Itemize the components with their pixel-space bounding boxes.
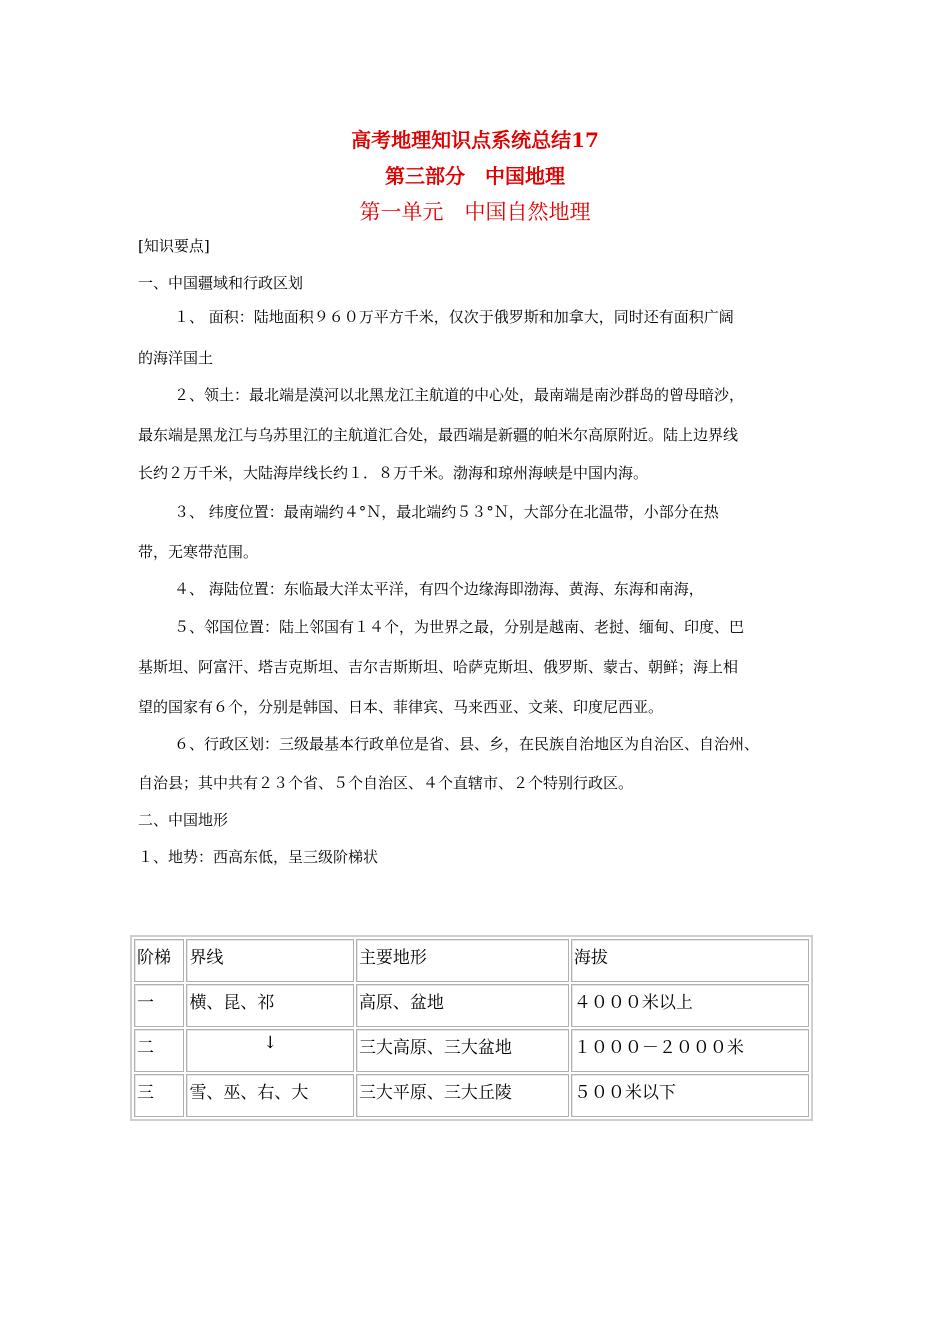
paragraph-territory-line1: ２、领土：最北端是漠河以北黑龙江主航道的中心处，最南端是南沙群岛的曾母暗沙，: [174, 386, 745, 404]
document-title: 高考地理知识点系统总结17: [351, 128, 599, 152]
table-cell: 雪、巫、右、大: [186, 1074, 354, 1117]
table-cell-arrow: ↓: [186, 1029, 354, 1072]
section-heading-territory: 一、中国疆域和行政区划: [138, 274, 304, 292]
table-row: [134, 1074, 809, 1117]
paragraph-latitude-line1: ３、 纬度位置：最南端约４°Ｎ，最北端约５３°Ｎ，大部分在北温带，小部分在热: [174, 503, 719, 521]
paragraph-admin-line1: ６、行政区划：三级最基本行政单位是省、县、乡，在民族自治地区为自治区、自治州、: [174, 735, 760, 753]
table-cell: 二: [134, 1029, 184, 1072]
paragraph-admin-line2: 自治县；其中共有２３个省、５个自治区、４个直辖市、２个特别行政区。: [138, 774, 634, 792]
table-row: [134, 1029, 809, 1072]
section-heading-terrain: 二、中国地形: [138, 811, 229, 829]
terrain-summary: １、地势：西高东低，呈三级阶梯状: [138, 848, 379, 866]
table-cell: ４０００米以上: [571, 984, 809, 1027]
terrain-steps-table: [130, 935, 813, 1121]
table-header-row: [134, 939, 809, 982]
table-cell: 三: [134, 1074, 184, 1117]
header-cell-landform: 主要地形: [356, 939, 569, 982]
table-cell: １０００－２０００米: [571, 1029, 809, 1072]
part-heading: 第三部分 中国地理: [385, 164, 565, 188]
table-cell: 横、昆、祁: [186, 984, 354, 1027]
paragraph-sea-land: ４、 海陆位置：东临最大洋太平洋，有四个边缘海即渤海、黄海、东海和南海，: [174, 580, 704, 598]
table-cell: ５００米以下: [571, 1074, 809, 1117]
paragraph-area-line2: 的海洋国土: [138, 349, 214, 367]
knowledge-tag: [知识要点]: [138, 237, 210, 255]
header-cell-step: 阶梯: [134, 939, 184, 982]
table-cell: 一: [134, 984, 184, 1027]
paragraph-latitude-line2: 带，无寒带范围。: [138, 543, 259, 561]
table-row: [134, 984, 809, 1027]
paragraph-territory-line3: 长约２万千米，大陆海岸线长约１．８万千米。渤海和琼州海峡是中国内海。: [138, 464, 649, 482]
paragraph-area-line1: １、 面积：陆地面积９６０万平方千米，仅次于俄罗斯和加拿大，同时还有面积广阔: [174, 308, 734, 326]
table-cell: 三大平原、三大丘陵: [356, 1074, 569, 1117]
paragraph-neighbors-line2: 基斯坦、阿富汗、塔吉克斯坦、吉尔吉斯斯坦、哈萨克斯坦、俄罗斯、蒙古、朝鲜；海上相: [138, 658, 739, 676]
unit-heading: 第一单元 中国自然地理: [359, 200, 591, 224]
header-cell-elevation: 海拔: [571, 939, 809, 982]
paragraph-neighbors-line1: ５、邻国位置：陆上邻国有１４个，为世界之最，分别是越南、老挝、缅甸、印度、巴: [174, 618, 745, 636]
table-cell: 三大高原、三大盆地: [356, 1029, 569, 1072]
paragraph-territory-line2: 最东端是黑龙江与乌苏里江的主航道汇合处，最西端是新疆的帕米尔高原附近。陆上边界线: [138, 426, 739, 444]
header-cell-boundary: 界线: [186, 939, 354, 982]
table-cell: 高原、盆地: [356, 984, 569, 1027]
paragraph-neighbors-line3: 望的国家有６个，分别是韩国、日本、菲律宾、马来西亚、文莱、印度尼西亚。: [138, 698, 664, 716]
